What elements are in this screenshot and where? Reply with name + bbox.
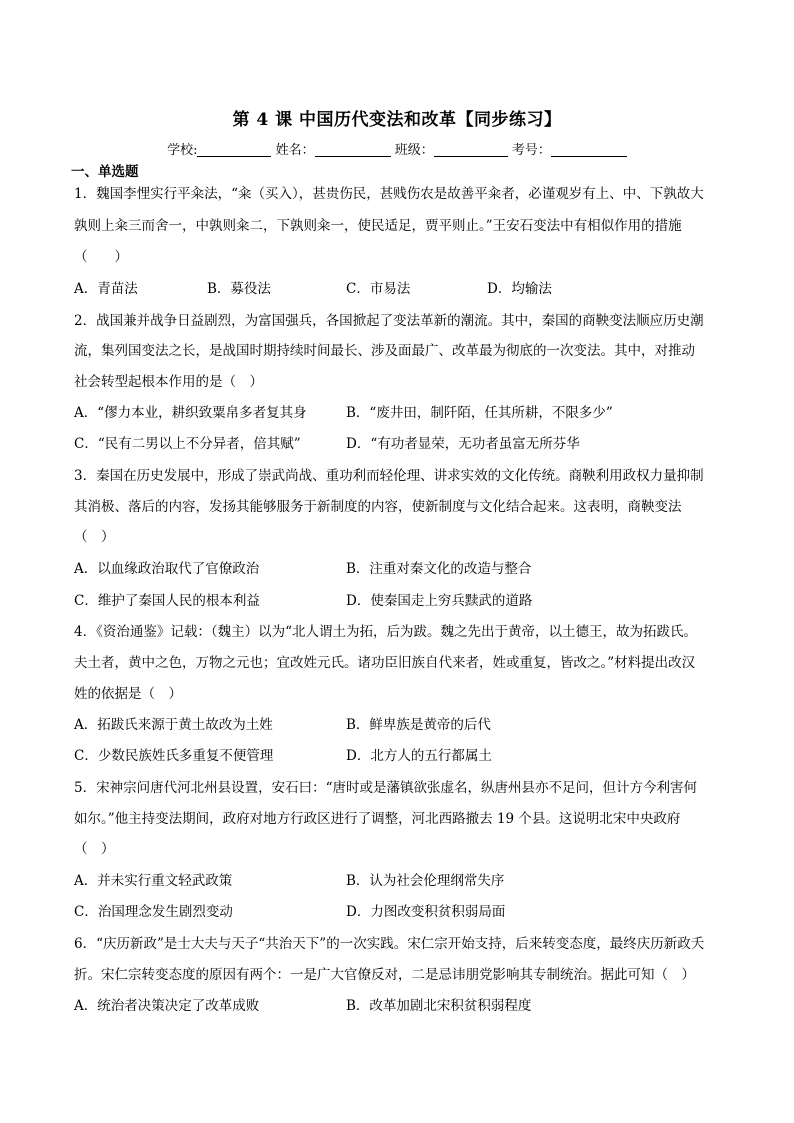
option-a[interactable]: A．以血缘政治取代了官僚政治	[74, 561, 260, 577]
question-text: 3．秦国在历史发展中，形成了崇武尚战、重功利而轻伦理、讲求实效的文化传统。商鞅利用政权力量抑制	[74, 468, 704, 484]
option-b[interactable]: B．鲜卑族是黄帝的后代	[346, 717, 491, 733]
school-field[interactable]	[197, 142, 271, 157]
option-b[interactable]: B．注重对秦文化的改造与整合	[346, 561, 532, 577]
question-text: 流，集列国变法之长，是战国时期持续时间最长、涉及面最广、改革最为彻底的一次变法。其中，对推动	[74, 343, 695, 359]
option-d[interactable]: D．北方人的五行都属土	[346, 748, 492, 764]
option-d[interactable]: D．均输法	[487, 281, 552, 297]
option-b[interactable]: B．改革加剧北宋积贫积弱程度	[346, 998, 532, 1014]
number-field[interactable]	[551, 142, 627, 157]
question-text: 折。宋仁宗转变态度的原因有两个：一是广大官僚反对，二是忌讳朋党影响其专制统治。据此可知（ ）	[74, 967, 695, 983]
question-text: （ ）	[74, 841, 115, 857]
option-b[interactable]: B．“废井田，制阡陌，任其所耕，不限多少”	[346, 405, 613, 421]
class-field[interactable]	[434, 142, 508, 157]
question-text: （ ）	[74, 249, 128, 265]
option-d[interactable]: D．使秦国走上穷兵黩武的道路	[346, 593, 533, 609]
option-b[interactable]: B．募役法	[207, 281, 271, 297]
option-a[interactable]: A．“僇力本业，耕织致粟帛多者复其身	[74, 405, 307, 421]
question-text: 夫土者，黄中之色，万物之元也；宜改姓元氏。诸功臣旧族自代来者，姓或重复，皆改之。”材料提出改汉	[74, 655, 696, 671]
question-text: 4．《资治通鉴》记载：（魏主）以为“北人谓土为拓，后为跋。魏之先出于黄帝，以土德王，故为拓跋氏。	[74, 624, 697, 640]
question-text: 其消极、落后的内容，发扬其能够服务于新制度的内容，使新制度与文化结合起来。这表明，商鞅变法	[74, 499, 682, 515]
option-b[interactable]: B．认为社会伦理纲常失序	[346, 873, 505, 889]
option-c[interactable]: C．治国理念发生剧烈变动	[74, 904, 233, 920]
option-d[interactable]: D．力图改变积贫积弱局面	[346, 904, 506, 920]
option-d[interactable]: D．“有功者显荣，无功者虽富无所芬华	[346, 436, 580, 452]
number-label: 考号：	[511, 143, 551, 158]
question-text: 1．魏国李悝实行平籴法，“籴（买入），甚贵伤民，甚贱伤农是故善平籴者，必谨观岁有上、中、下孰故大	[74, 186, 704, 202]
class-label: 班级：	[394, 143, 434, 158]
option-c[interactable]: C．少数民族姓氏多重复不便管理	[74, 748, 274, 764]
option-c[interactable]: C．维护了秦国人民的根本利益	[74, 593, 260, 609]
question-text: 姓的依据是（ ）	[74, 686, 182, 702]
option-a[interactable]: A．统治者决策决定了改革成败	[74, 998, 260, 1014]
question-text: 如尔。”他主持变法期间，政府对地方行政区进行了调整，河北西路撤去 19 个县。这说明北宋中央政府	[74, 811, 681, 827]
name-field[interactable]	[315, 142, 391, 157]
option-c[interactable]: C．市易法	[346, 281, 411, 297]
option-c[interactable]: C．“民有二男以上不分异者，倍其赋”	[74, 436, 301, 452]
option-a[interactable]: A．拓跋氏来源于黄土故改为土姓	[74, 717, 273, 733]
school-label: 学校:	[167, 143, 198, 158]
question-text: （ ）	[74, 529, 115, 545]
question-text: 6．“庆历新政”是士大夫与天子“共治天下”的一次实践。宋仁宗开始支持，后来转变态度，最终庆历新政夭	[74, 936, 705, 952]
question-text: 社会转型起根本作用的是（ ）	[74, 374, 263, 390]
question-text: 5．宋神宗问唐代河北州县设置，安石曰：“唐时或是藩镇欲张虚名，纵唐州县亦不足问，但计方今利害何	[74, 780, 697, 796]
question-text: 2．战国兼并战争日益剧烈，为富国强兵，各国掀起了变法革新的潮流。其中，秦国的商鞅变法顺应历史潮	[74, 313, 704, 329]
student-info-row	[0, 139, 794, 158]
option-a[interactable]: A．青苗法	[74, 281, 138, 297]
question-text: 孰则上籴三而舍一，中孰则籴二，下孰则籴一，使民适足，贾平则止。”王安石变法中有相似作用的措施	[74, 218, 682, 234]
section-heading: 一、单选题	[71, 164, 139, 180]
option-a[interactable]: A．并未实行重文轻武政策	[74, 873, 233, 889]
name-label: 姓名：	[275, 143, 315, 158]
page-title: 第 4 课 中国历代变法和改革【同步练习】	[232, 110, 562, 130]
